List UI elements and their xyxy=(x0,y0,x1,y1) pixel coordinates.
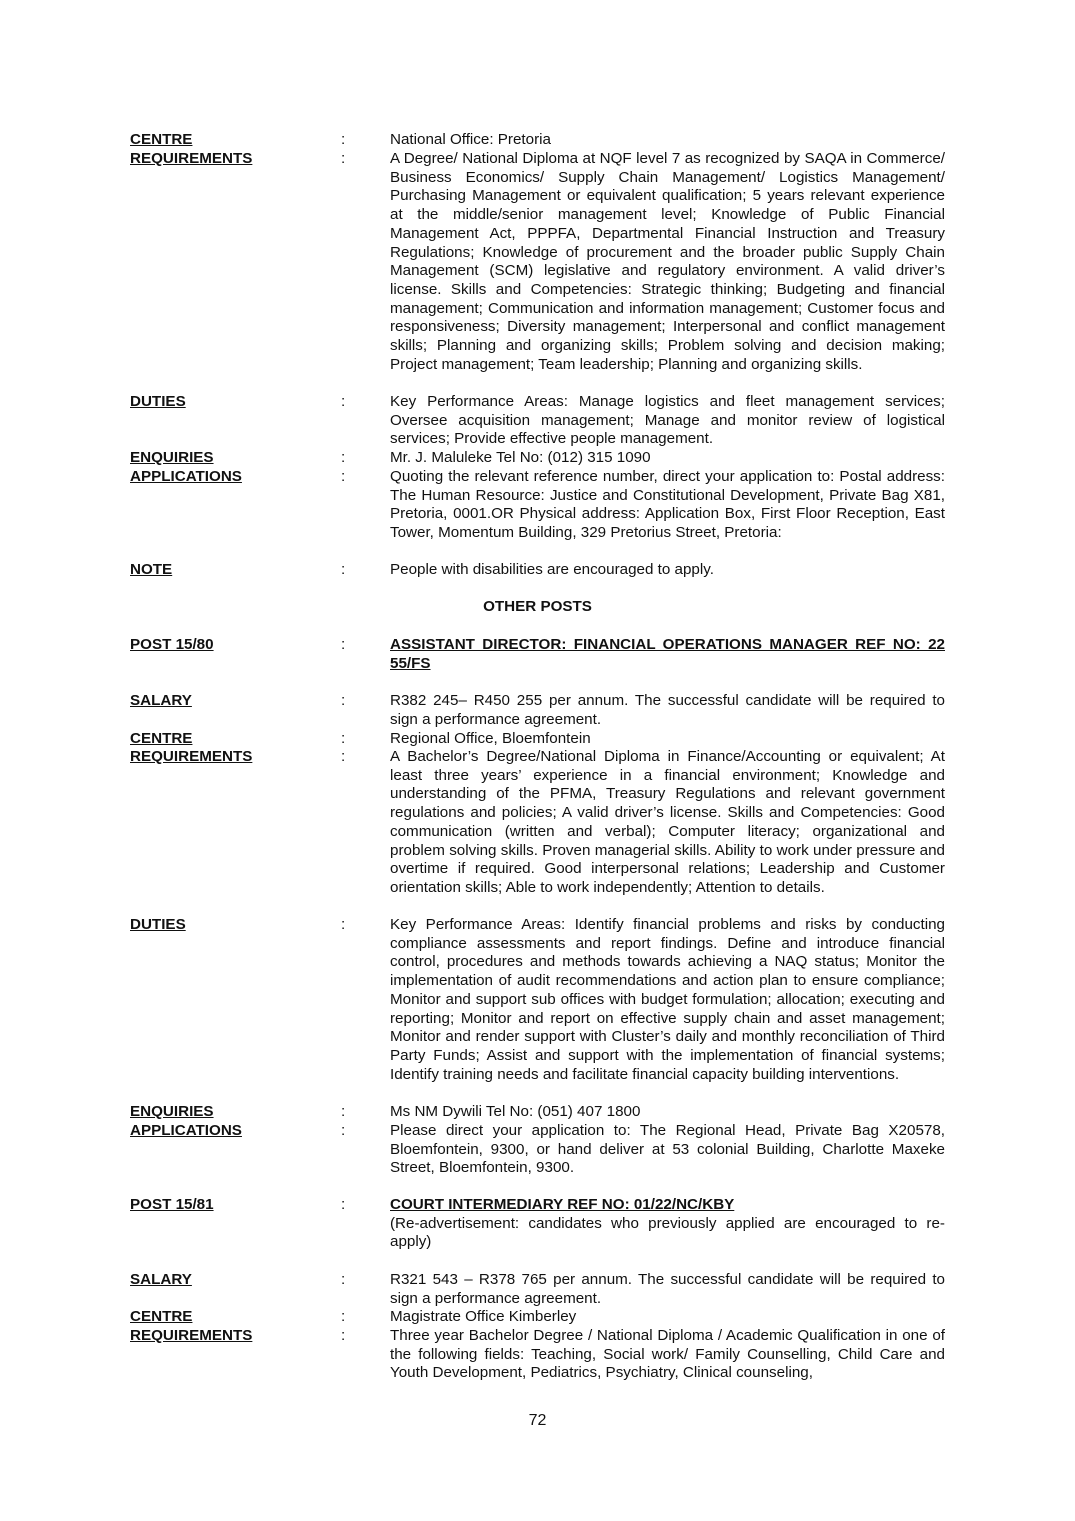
centre-label: CENTRE xyxy=(130,730,193,747)
applications-value: Please direct your application to: The Regional Head, Private Bag X20578, Bloemfontein, 9300, or hand deliver at 53 colonial Building, Charlotte Maxeke Street, Bloemfontein, 9300. xyxy=(390,1122,945,1177)
duties-label: DUTIES xyxy=(130,393,186,410)
duties-value: Key Performance Areas: Manage logistics and fleet management services; Oversee acquisition management; Manage and monitor review of logistical services; Provide effective people management. xyxy=(390,393,945,448)
requirements-label: REQUIREMENTS xyxy=(130,748,253,765)
centre-value: Regional Office, Bloemfontein xyxy=(390,730,591,747)
enquiries-value: Ms NM Dywili Tel No: (051) 407 1800 xyxy=(390,1103,641,1120)
enquiries-label: ENQUIRIES xyxy=(130,1103,214,1120)
requirements-label: REQUIREMENTS xyxy=(130,150,253,167)
colon: : xyxy=(341,561,346,578)
requirements-label: REQUIREMENTS xyxy=(130,1327,253,1344)
colon: : xyxy=(341,449,346,466)
colon: : xyxy=(341,393,346,410)
applications-value: Quoting the relevant reference number, direct your application to: Postal address: The Human Resource: Justice and Constitutional Development, Private Bag X81, Pretoria, 0001.OR Physical address: Application Box, First Floor Reception, East Tower, Momentum Building, 329 Pretorius Street, Pretoria: xyxy=(390,468,945,542)
colon: : xyxy=(341,916,346,933)
colon: : xyxy=(341,150,346,167)
requirements-value: A Bachelor’s Degree/National Diploma in Finance/Accounting or equivalent; At least three years’ experience in a financial environment; Knowledge and understanding of the PFMA, Treasury Regulations and relevant government regulations and policies; A valid driver’s license. Skills and Competencies: Good communication (written and verbal); Computer literacy; organizational and problem solving skills. Proven managerial skills. Ability to work under pressure and overtime if required. Good interpersonal relations; Leadership and Customer orientation skills; Able to work independently; Attention to details. xyxy=(390,748,945,896)
post-block xyxy=(390,1196,945,1252)
salary-value: R321 543 – R378 765 per annum. The successful candidate will be required to sign a performance agreement. xyxy=(390,1271,945,1307)
readvertisement-note: (Re-advertisement: candidates who previously applied are encouraged to re-apply) xyxy=(390,1214,945,1251)
post-label: POST 15/80 xyxy=(130,636,214,653)
post-title: ASSISTANT DIRECTOR: FINANCIAL OPERATIONS MANAGER REF NO: 22 55/FS xyxy=(390,636,945,672)
note-label: NOTE xyxy=(130,561,173,578)
colon: : xyxy=(341,131,346,148)
requirements-value: Three year Bachelor Degree / National Diploma / Academic Qualification in one of the following fields: Teaching, Social work/ Family Counselling, Child Care and Youth Development, Pediatrics, Psychiatry, Clinical counseling, xyxy=(390,1327,945,1382)
other-posts-heading: OTHER POSTS xyxy=(483,598,592,615)
salary-label: SALARY xyxy=(130,692,192,709)
duties-label: DUTIES xyxy=(130,916,186,933)
colon: : xyxy=(341,692,346,709)
colon: : xyxy=(341,1103,346,1120)
salary-value: R382 245– R450 255 per annum. The successful candidate will be required to sign a performance agreement. xyxy=(390,692,945,728)
enquiries-value: Mr. J. Maluleke Tel No: (012) 315 1090 xyxy=(390,449,651,466)
requirements-value: A Degree/ National Diploma at NQF level 7 as recognized by SAQA in Commerce/ Business Economics/ Supply Chain Management/ Logistics Management/ Purchasing Management or equivalent qualification; 5 years relevant experience at the middle/senior management level; Knowledge of Public Financial Management Act, PPPFA, Departmental Financial Instruction and Treasury Regulations; Knowledge of procurement and the broader public Supply Chain Management (SCM) legislative and regulatory environment. A valid driver’s license. Skills and Competencies: Strategic thinking; Budgeting and financial management; Communication and information management; Customer focus and responsiveness; Diversity management; Interpersonal and conflict management skills; Planning and organizing skills; Problem solving and decision making; Project management; Team leadership; Planning and organizing skills. xyxy=(390,150,945,373)
colon: : xyxy=(341,468,346,485)
centre-value: National Office: Pretoria xyxy=(390,131,551,148)
note-value: People with disabilities are encouraged to apply. xyxy=(390,561,714,578)
colon: : xyxy=(341,1308,346,1325)
post-label: POST 15/81 xyxy=(130,1196,214,1213)
colon: : xyxy=(341,1196,346,1213)
applications-label: APPLICATIONS xyxy=(130,1122,242,1139)
colon: : xyxy=(341,1327,346,1344)
colon: : xyxy=(341,1122,346,1139)
page-number: 72 xyxy=(528,1412,547,1429)
colon: : xyxy=(341,730,346,747)
applications-label: APPLICATIONS xyxy=(130,468,242,485)
colon: : xyxy=(341,748,346,765)
duties-value: Key Performance Areas: Identify financial problems and risks by conducting compliance assessments and report findings. Define and introduce financial control, procedures and methods towards achieving a NAQ status; Monitor the implementation of audit recommendations and action plan to ensure compliance; Monitor and support sub offices with budget formulation; allocation; executing and reporting; Monitor and report on effective supply chain and asset management; Monitor and render support with Cluster’s daily and monthly reconciliation of Third Party Funds; Assist and support with the implementation of financial systems; Identify training needs and facilitate financial capacity building interventions. xyxy=(390,916,945,1083)
enquiries-label: ENQUIRIES xyxy=(130,449,214,466)
centre-label: CENTRE xyxy=(130,131,193,148)
centre-value: Magistrate Office Kimberley xyxy=(390,1308,577,1325)
colon: : xyxy=(341,1271,346,1288)
centre-label: CENTRE xyxy=(130,1308,193,1325)
salary-label: SALARY xyxy=(130,1271,192,1288)
colon: : xyxy=(341,636,346,653)
post-title: COURT INTERMEDIARY REF NO: 01/22/NC/KBY xyxy=(390,1196,735,1213)
